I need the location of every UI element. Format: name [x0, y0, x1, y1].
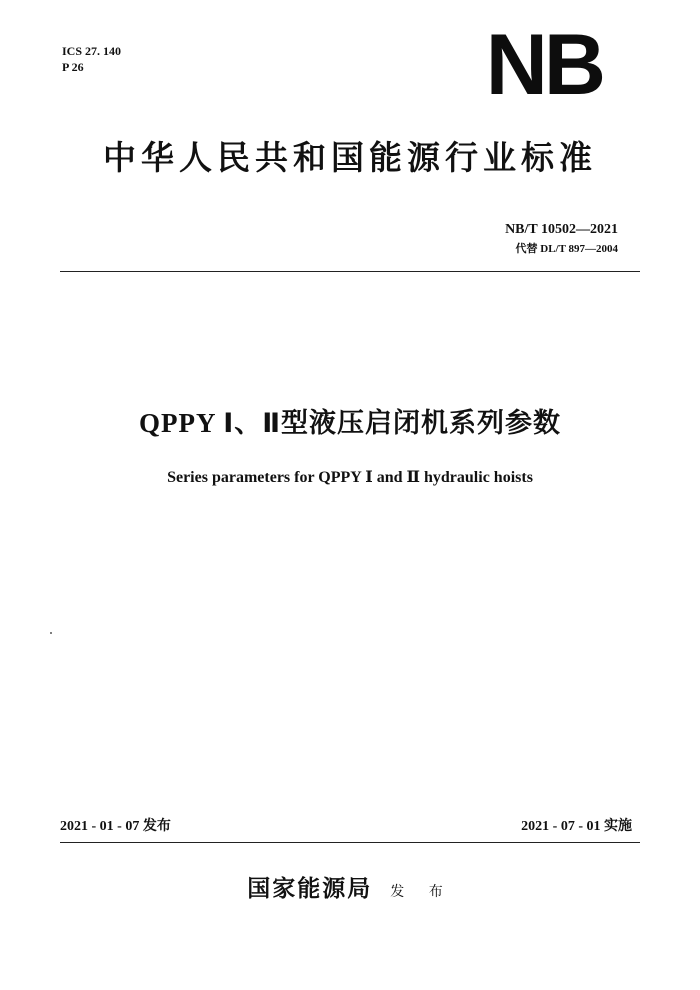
classification-codes [62, 43, 121, 75]
footer-divider [60, 842, 640, 843]
implement-date: 2021 - 07 - 01 [521, 819, 601, 834]
title-separator: 、 [234, 408, 263, 439]
replaces-prefix: 代替 [515, 242, 538, 255]
replaces-standard [516, 241, 618, 257]
standard-type: 中华人民共和国能源行业标准 [103, 138, 597, 177]
implement-date-line [521, 816, 632, 837]
issuer-name: 国家能源局 [247, 876, 373, 902]
release-label: 发布 [142, 818, 171, 834]
ics-code: ICS 27. 140 [62, 44, 122, 58]
standard-code: NB/T 10502—2021 [505, 222, 618, 237]
issuer-line [0, 870, 700, 903]
header-divider [60, 271, 640, 272]
title-rest: 型液压启闭机系列参数 [281, 408, 562, 439]
document-title [0, 405, 700, 442]
ccs-code: P 26 [62, 60, 84, 74]
issuer-action: 发 布 [390, 884, 453, 900]
replaces-code: DL/T 897—2004 [540, 243, 618, 255]
nb-logo: NB [485, 17, 602, 113]
release-date-line [60, 816, 171, 837]
document-subtitle: Series parameters for QPPY Ⅰ and Ⅱ hydraulic hoists [167, 469, 533, 486]
title-roman-one: Ⅰ [223, 408, 235, 439]
title-latin-prefix: QPPY [138, 408, 217, 438]
title-roman-two: Ⅱ [262, 408, 282, 439]
release-date: 2021 - 01 - 07 [60, 819, 140, 834]
scan-speck [50, 632, 52, 634]
implement-label: 实施 [604, 818, 632, 834]
